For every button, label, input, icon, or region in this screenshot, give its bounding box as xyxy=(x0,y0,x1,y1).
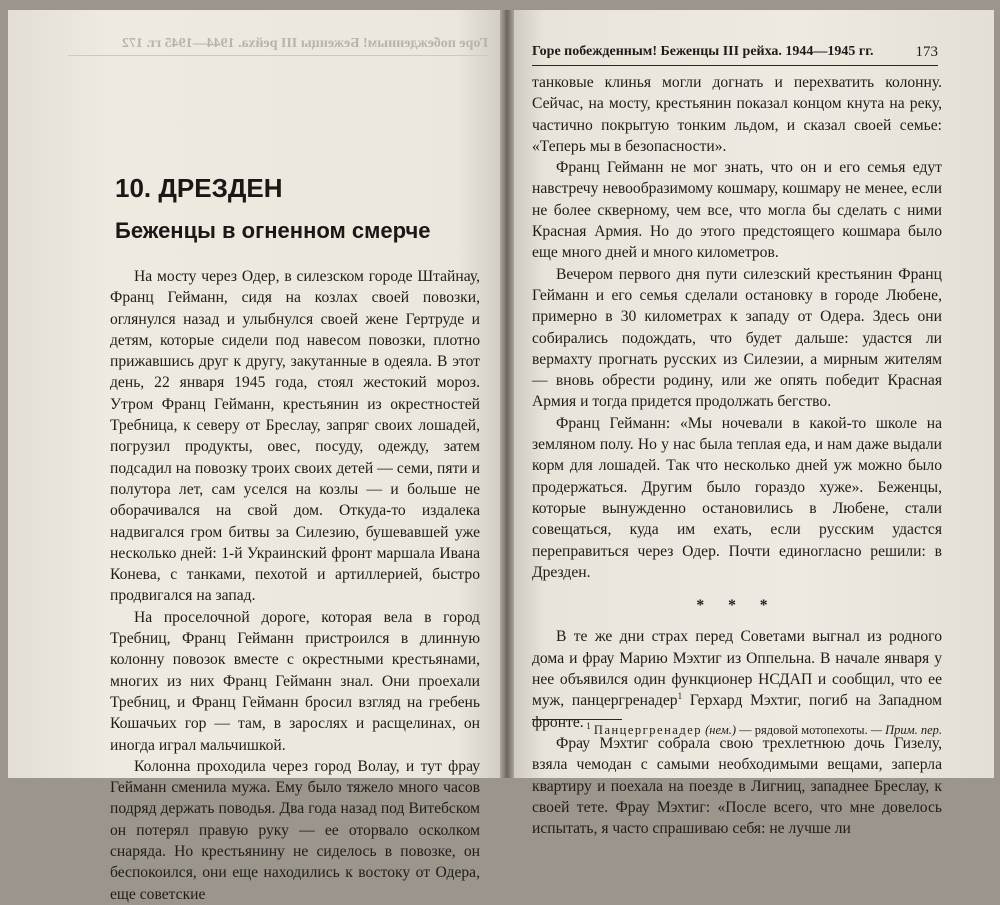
right-continuation: танковые клинья могли догнать и перехватить колонну. Сейчас, на мосту, крестьянин показал концом кнута на реку, частично покрытую тонким льдом, и сказал своей семье: «Теперь мы в безопасности». xyxy=(532,74,942,155)
footnote-rule xyxy=(532,719,622,720)
running-header xyxy=(532,44,938,66)
footnote-mark: 1 xyxy=(586,720,591,731)
footnote-reference[interactable]: 1 xyxy=(677,691,683,702)
footnote-credit: — Прим. пер. xyxy=(870,723,942,737)
section-title: Беженцы в огненном смерче xyxy=(115,218,431,243)
right-paragraph-4-start: В те же дни страх перед Советами выгнал из родного дома и фрау Марию Мэхтиг из Оппельна. В начале января у нее объявился один функционер НСДАП и сообщил, что ее муж, панцергренадер xyxy=(532,628,942,710)
right-paragraph-2: Вечером первого дня пути силезский крестьянин Франц Гейманн и его семья сделали остановку в городе Любене, примерно в 30 километрах к западу от Одера. Здесь они собирались подождать, что будет дальше: удастся ли вермахту прогнать русских из Силезии, а мирным жителям — вновь обрести родину, или же опять победит Красная Армия и тогда придется продолжать бегство. xyxy=(532,265,942,411)
left-paragraph-2: На проселочной дороге, которая вела в город Требниц, Франц Гейманн пристроился в длинную колонну повозок вместе с окрестными крестьянами, многих из них Франц Гейманн знал. Они проехали Требниц, и Франц Гейманн бросил взгляд на гребень Кошачьих гор — там, в зарослях и расщелинах, он иногда играл мальчишкой. xyxy=(110,608,480,754)
running-header-title: Горе побежденным! Беженцы III рейха. 1944—1945 гг. xyxy=(532,44,874,59)
right-paragraph-3: Франц Гейманн: «Мы ночевали в какой-то школе на земляном полу. Но у нас была теплая еда, и нам даже выдали корм для лошадей. Так что несколько дней уж можно было продержаться. Другим было гораздо хуже». Беженцы, которые вынужденно остановились в Любене, стали совещаться, куда им ехать, если русским удастся переправиться через Одер. Почти единогласно решили: в Дрезден. xyxy=(532,414,942,581)
footnote-lang: (нем.) xyxy=(705,723,736,737)
right-paragraph-1: Франц Гейманн не мог знать, что он и его семья едут навстречу невообразимому кошмару, кошмару не менее, если не более скверному, чем все, что могла бы сделать с ними Красная Армия. Но до этого предстоящего кошмара было еще много дней и много километров. xyxy=(532,159,942,262)
left-page-body xyxy=(110,266,480,905)
left-paragraph-1: На мосту через Одер, в силезском городе Штайнау, Франц Гейманн, сидя на козлах своей повозки, оглянулся назад и улыбнулся своей жене Гертруде и детям, которые сидели под навесом повозки, плотно прижавшись друг к другу, закутанные в одеяла. В этот день, 22 января 1945 года, стоял жестокий мороз. Утром Франц Гейманн, крестьянин из окрестностей Требница, к северу от Бреслау, запряг своих лошадей, погрузил продукты, овес, посуду, одежду, затем подсадил на повозку троих своих детей — семи, пяти и полутора лет, сам уселся на козлы — и больше не оборачивался на свой дом. Откуда-то издалека надвигался гром битвы за Силезию, бушевавшей уже несколько дней: 1-й Украинский фронт маршала Ивана Конева, с танками, пехотой и артиллерией, быстро продвигался на запад. xyxy=(110,268,480,605)
right-paragraph-5: Фрау Мэхтиг собрала свою трехлетнюю дочь Гизелу, взяла чемодан с самыми необходимыми вещами, заперла квартиру и поехала на поезде в Лигниц, западнее Бреслау, к своей тете. Фрау Мэхтиг: «После всего, что мне довелось испытать, я часто спрашиваю себя: не лучше ли xyxy=(532,734,942,838)
section-separator: * * * xyxy=(696,597,778,615)
footnote xyxy=(532,722,942,738)
left-paragraph-3: Колонна проходила через город Волау, и тут фрау Гейманн сменила мужа. Ему было тяжело много часов подряд держать поводья. Два года назад под Витебском он потерял правую руку — ее оторвало осколком снаряда. Но крестьянину не сиделось в повозке, он беспокоился, они еще находились к востоку от Одера, еще советские xyxy=(110,757,480,903)
page-number: 173 xyxy=(915,44,938,60)
right-paragraph-4 xyxy=(532,626,942,732)
book-gutter xyxy=(500,10,514,778)
left-page-bleed-header: Горе побежденным! Беженцы III рейха. 1944—1945 гг. 172 xyxy=(68,36,488,56)
footnote-term: Панцергренадер xyxy=(593,723,702,737)
footnote-text: — рядовой мотопехоты. xyxy=(736,723,871,737)
chapter-title: 10. ДРЕЗДЕН xyxy=(115,173,283,203)
right-paragraph-4-end: Герхард Мэхтиг, погиб на Западном фронте. xyxy=(532,692,942,731)
